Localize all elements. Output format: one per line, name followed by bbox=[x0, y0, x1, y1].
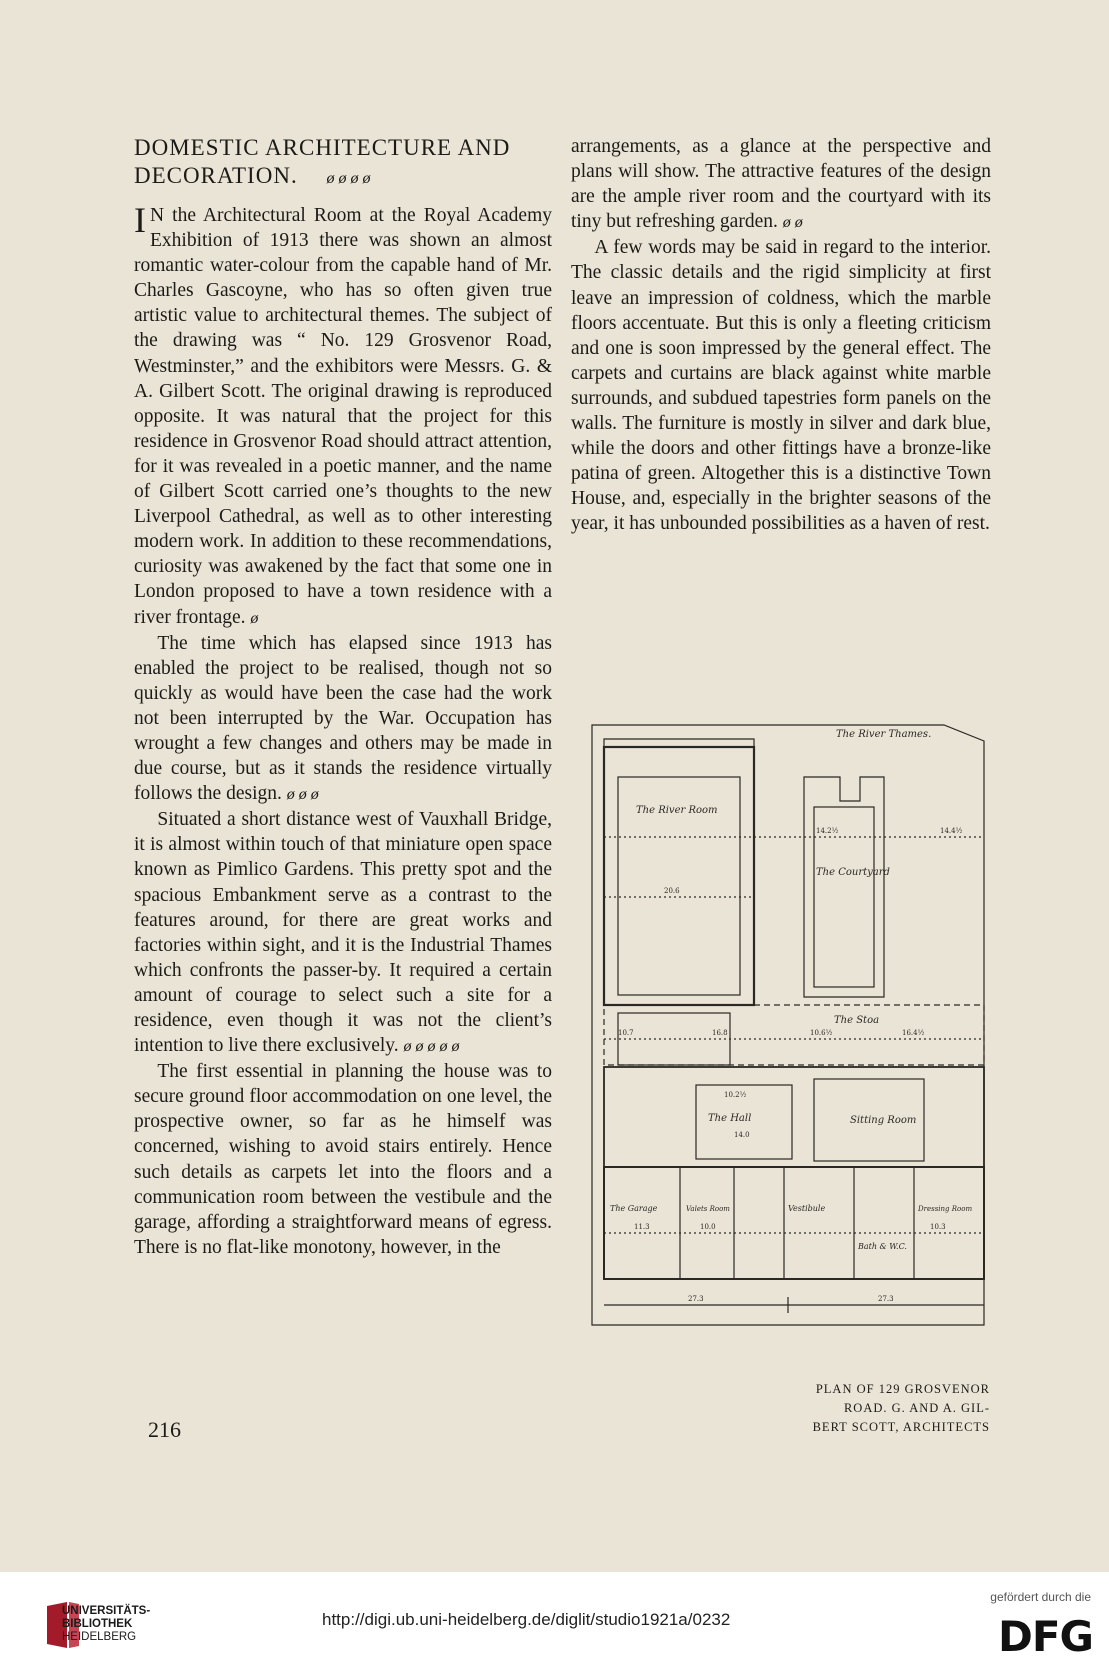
label-sitting-room: Sitting Room bbox=[850, 1115, 917, 1126]
dim-1: 14.2½ bbox=[816, 827, 839, 835]
floor-plan bbox=[584, 717, 990, 1345]
paragraph-2-text: The time which has elapsed since 1913 has enabled the project to be realised, though not so quickly as would have been the case had the work not been interrupted by the War. Occupation has wrought a few changes and others may be made in due course, but as it stands the residence virtually follows the design. bbox=[134, 632, 552, 805]
dim-7: 16.4½ bbox=[902, 1029, 925, 1037]
caption-line-1: PLAN OF 129 GROSVENOR bbox=[815, 1382, 990, 1396]
paragraph-3 bbox=[134, 807, 552, 1059]
library-name-line-1: UNIVERSITÄTS- bbox=[62, 1605, 151, 1617]
heading-ornaments: ø ø ø ø bbox=[326, 170, 371, 187]
library-name-line-3: HEIDELBERG bbox=[62, 1631, 137, 1643]
dim-13: 27.3 bbox=[688, 1295, 704, 1303]
drop-cap: I bbox=[134, 200, 146, 240]
left-column bbox=[134, 134, 552, 1260]
label-dressing-room: Dressing Room bbox=[918, 1205, 973, 1213]
dim-5: 16.8 bbox=[712, 1029, 728, 1037]
paragraph-6-text: A few words may be said in regard to the interior. The classic details and the rigid simplicity at first leave an impression of coldness, which the marble floors accentuate. But this is only a fleeting criticism and one is soon impressed by the general effect. The carpets and curtains are black against white marble surrounds, and subdued tapestries form panels on the walls. The furniture is mostly in silver and dark blue, while the doors and other fittings have a bronze-like patina of green. Altogether this is a distinctive Town House, and, especially in the brighter seasons of the year, it has unbounded possibilities as a haven of rest. bbox=[571, 237, 991, 535]
right-column bbox=[571, 134, 991, 537]
label-garage: The Garage bbox=[610, 1204, 658, 1213]
paragraph-4 bbox=[134, 1059, 552, 1260]
dim-9: 14.0 bbox=[734, 1131, 750, 1139]
label-hall: The Hall bbox=[708, 1113, 752, 1124]
paragraph-1-ornament: ø bbox=[250, 609, 259, 627]
paragraph-5 bbox=[571, 134, 991, 235]
paragraph-5-text: arrangements, as a glance at the perspective and plans will show. The attractive features of the design are the ample river room and the courtyard with its tiny but refreshing garden. bbox=[571, 136, 991, 233]
digitization-footer bbox=[0, 1572, 1109, 1674]
heading-line-1: DOMESTIC ARCHITECTURE AND bbox=[134, 135, 511, 160]
bottom-range bbox=[604, 1167, 984, 1279]
label-river-thames: The River Thames. bbox=[836, 729, 932, 740]
label-courtyard: The Courtyard bbox=[816, 867, 890, 878]
dim-4: 10.7 bbox=[618, 1029, 634, 1037]
paragraph-2 bbox=[134, 631, 552, 808]
paragraph-1-text: N the Architectural Room at the Royal Academy Exhibition of 1913 there was shown an almost romantic water-colour from the capable hand of Mr. Charles Gascoyne, who has so often given true artistic value to architectural themes. The subject of the drawing was “ No. 129 Grosvenor Road, Westminster,” and the exhibitors were Messrs. G. & A. Gilbert Scott. The original drawing is reproduced opposite. It was natural that the project for this residence in Grosvenor Road should attract attention, for it was revealed in a poetic manner, and the name of Gilbert Scott carried one’s thoughts to the new Liverpool Cathedral, as well as to other interesting modern work. In addition to these recommendations, curiosity was awakened by the fact that some one in London proposed to have a town residence with a river frontage. bbox=[134, 205, 552, 628]
dfg-logo: DFG bbox=[997, 1612, 1093, 1661]
dim-6: 10.6½ bbox=[810, 1029, 833, 1037]
river-room-wall bbox=[604, 747, 754, 1005]
label-bath-wc: Bath & W.C. bbox=[858, 1242, 907, 1251]
paragraph-4-text: The first essential in planning the house was to secure ground floor accommodation on one level, the prospective owner, so far as he himself was concerned, wishing to avoid stairs entirely. Hence such details as carpets let into the floors and a communication room between the vestibule and the garage, affording a straightforward means of egress. There is no flat-like monotony, however, in the bbox=[134, 1061, 552, 1258]
dim-2: 14.4½ bbox=[940, 827, 963, 835]
digitization-url-link[interactable]: http://digi.ub.uni-heidelberg.de/diglit/studio1921a/0232 bbox=[322, 1610, 731, 1629]
middle-range bbox=[604, 1067, 984, 1167]
dim-8: 10.2½ bbox=[724, 1091, 747, 1099]
caption-line-3: BERT SCOTT, ARCHITECTS bbox=[812, 1420, 990, 1434]
courtyard-outline bbox=[804, 777, 884, 997]
caption-line-2: ROAD. G. AND A. GIL- bbox=[843, 1401, 990, 1415]
dim-14: 27.3 bbox=[878, 1295, 894, 1303]
paragraph-3-ornament: ø ø ø ø ø bbox=[403, 1038, 460, 1056]
floor-plan-drawing bbox=[584, 717, 990, 1345]
page-number: 216 bbox=[148, 1417, 181, 1442]
paragraph-2-ornament: ø ø ø bbox=[286, 786, 319, 804]
label-valets-room: Valets Room bbox=[686, 1205, 730, 1213]
label-stoa: The Stoa bbox=[834, 1015, 880, 1026]
dim-10: 11.3 bbox=[634, 1223, 650, 1231]
heading-line-2: DECORATION. bbox=[134, 163, 298, 188]
river-room-bay bbox=[604, 739, 754, 747]
library-name bbox=[62, 1605, 150, 1644]
funding-note: gefördert durch die bbox=[990, 1590, 1091, 1604]
paragraph-1 bbox=[134, 200, 552, 631]
label-river-room: The River Room bbox=[636, 805, 718, 816]
stoa-outline bbox=[604, 1005, 984, 1065]
dim-3: 20.6 bbox=[664, 887, 680, 895]
plan-caption bbox=[790, 1380, 990, 1437]
article-heading bbox=[134, 134, 552, 193]
paragraph-6 bbox=[571, 235, 991, 536]
dim-11: 10.0 bbox=[700, 1223, 716, 1231]
dim-12: 10.3 bbox=[930, 1223, 946, 1231]
paragraph-5-ornament: ø ø bbox=[782, 214, 803, 232]
library-name-line-2: BIBLIOTHEK bbox=[62, 1618, 133, 1630]
label-vestibule: Vestibule bbox=[788, 1204, 826, 1213]
paragraph-3-text: Situated a short distance west of Vauxhall Bridge, it is almost within touch of that miniature open space known as Pimlico Gardens. This pretty spot and the spacious Embankment serve as a contrast to the features around, for there are great works and factories within sight, and it is the Industrial Thames which confronts the passer-by. It required a certain amount of courage to select such a site for a residence, even though it was not the client’s intention to live there exclusively. bbox=[134, 809, 552, 1057]
